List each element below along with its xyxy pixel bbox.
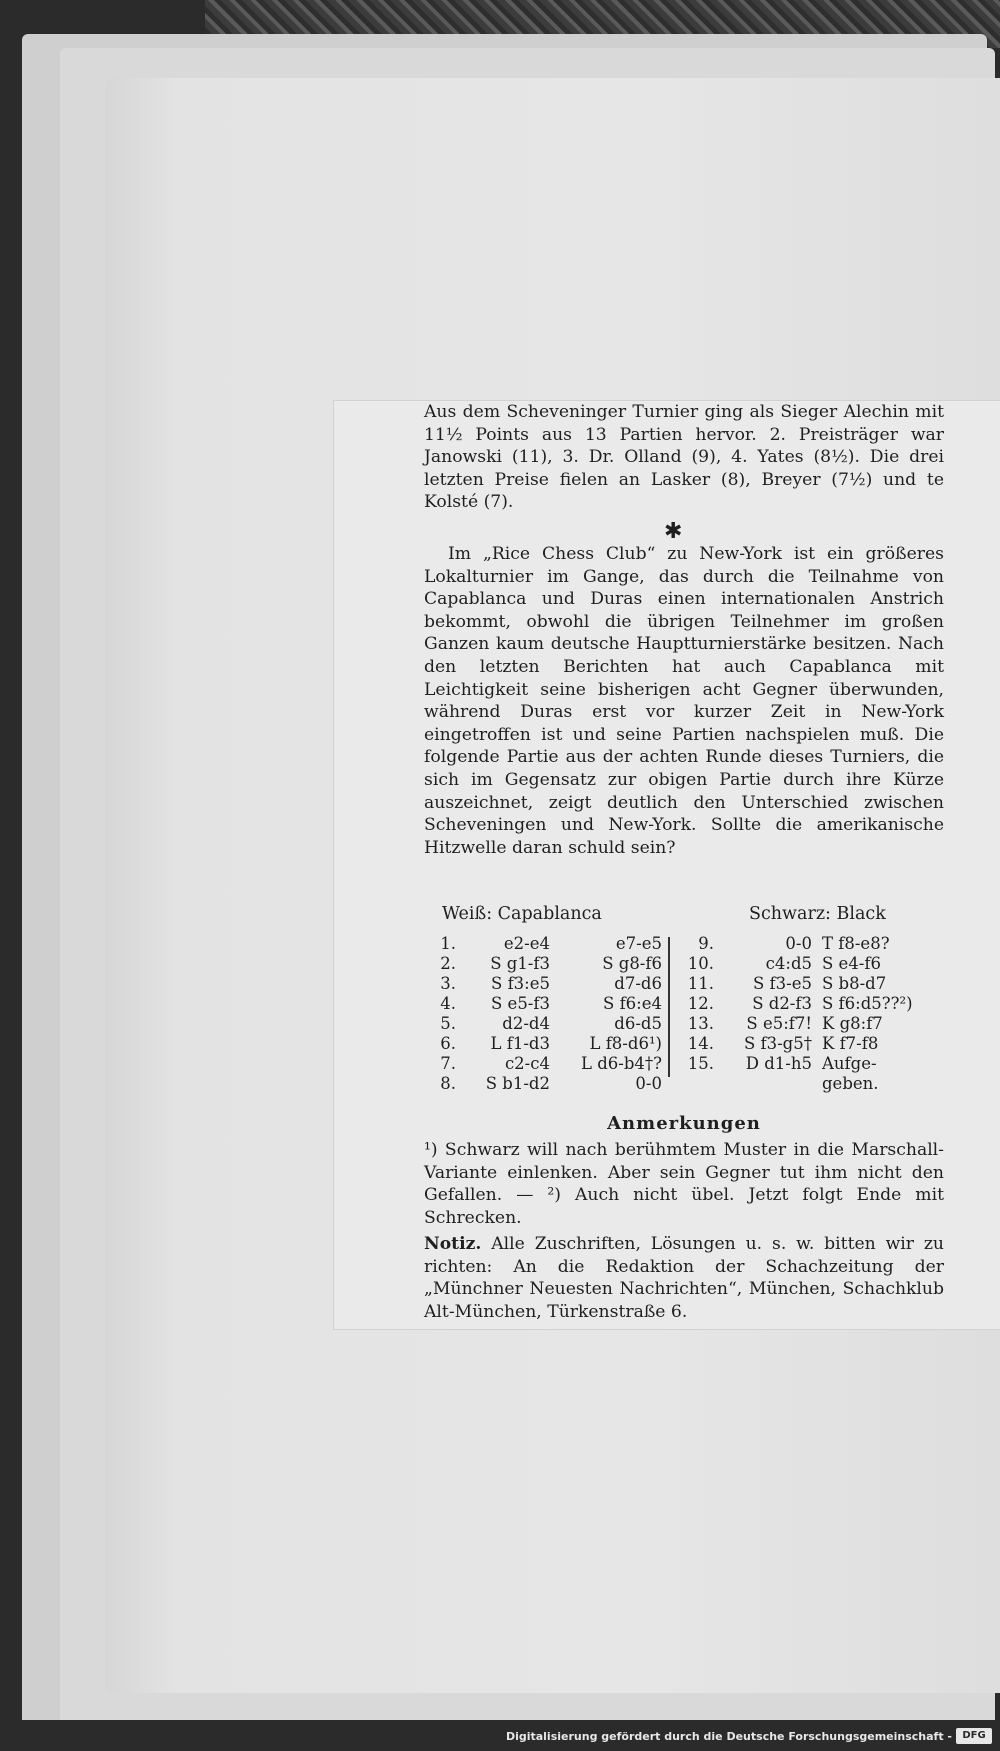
move-list	[424, 933, 944, 1113]
black-move: S f6:d5??²)	[822, 994, 913, 1013]
white-move: S g1-f3	[490, 954, 550, 973]
move-number: 11.	[687, 974, 714, 993]
move-number: 6.	[440, 1034, 456, 1053]
article-paragraph-2: Im „Rice Chess Club“ zu New-York ist ein größeres Lokalturnier im Gange, das durch die Teilnahme von Capablanca und Duras einen internationalen Anstrich bekommt, obwohl die übrigen Teilnehmer im großen Ganzen kaum deutsche Hauptturnierstärke besitzen. Nach den letzten Berichten hat auch Capablanca mit Leichtigkeit seine bisherigen acht Gegner überwunden, während Duras erst vor kurzer Zeit in New-York eingetroffen ist und seine Partien nachspielen muß. Die folgende Partie aus der achten Runde dieses Turniers, die sich im Gegensatz zur obigen Partie durch ihre Kürze auszeichnet, zeigt deutlich den Unterschied zwischen Scheveningen und New-York. Sollte die amerikanische Hitzwelle daran schuld sein?	[424, 544, 944, 858]
notes-heading: Anmerkungen	[607, 1113, 761, 1134]
black-move: S b8-d7	[822, 974, 887, 993]
move-number: 2.	[440, 954, 456, 973]
funding-credit: Digitalisierung gefördert durch die Deutsche Forschungsgemeinschaft -	[505, 1730, 952, 1743]
move-number: 13.	[687, 1014, 714, 1033]
footer-bar	[0, 1720, 1000, 1751]
move-number: 10.	[687, 954, 714, 973]
black-move: K f7-f8	[822, 1034, 879, 1053]
move-number: 1.	[440, 934, 456, 953]
black-move: T f8-e8?	[822, 934, 890, 953]
move-number: 5.	[440, 1014, 456, 1033]
article-paragraph-1: Aus dem Scheveninger Turnier ging als Sieger Alechin mit 11½ Points aus 13 Partien hervor. 2. Preisträger war Janowski (11), 3. Dr. Olland (9), 4. Yates (8½). Die drei letzten Preise fielen an Lasker (8), Breyer (7½) und te Kolsté (7).	[424, 402, 944, 513]
white-move: S e5:f7!	[746, 1014, 812, 1033]
white-move: S f3-e5	[753, 974, 812, 993]
white-move: S f3:e5	[491, 974, 550, 993]
white-move: D d1-h5	[745, 1054, 812, 1073]
white-move: S b1-d2	[485, 1074, 550, 1093]
black-move: geben.	[822, 1074, 879, 1093]
black-move: d6-d5	[614, 1014, 662, 1033]
black-move: S g8-f6	[602, 954, 662, 973]
newspaper-clipping	[333, 400, 1000, 1330]
move-number: 12.	[687, 994, 714, 1013]
white-player-label: Weiß: Capablanca	[442, 904, 602, 924]
black-move: L f8-d6¹)	[589, 1034, 662, 1053]
white-move: c4:d5	[765, 954, 812, 973]
black-move: Aufge-	[822, 1054, 877, 1073]
black-move: d7-d6	[614, 974, 662, 993]
white-move: d2-d4	[502, 1014, 550, 1033]
white-move: L f1-d3	[490, 1034, 550, 1053]
move-number: 7.	[440, 1054, 456, 1073]
black-move: e7-e5	[615, 934, 662, 953]
move-number: 4.	[440, 994, 456, 1013]
move-number: 15.	[687, 1054, 714, 1073]
black-move: L d6-b4†?	[581, 1054, 662, 1073]
game-players	[442, 903, 942, 927]
white-move: S d2-f3	[752, 994, 812, 1013]
white-move: c2-c4	[504, 1054, 550, 1073]
book-page	[105, 78, 1000, 1693]
black-move: S f6:e4	[603, 994, 662, 1013]
black-move: K g8:f7	[822, 1014, 883, 1033]
move-number: 3.	[440, 974, 456, 993]
black-move: S e4-f6	[822, 954, 881, 973]
white-move: S e5-f3	[491, 994, 550, 1013]
move-number: 14.	[687, 1034, 714, 1053]
notice-label: Notiz.	[424, 1234, 482, 1254]
white-move: e2-e4	[503, 934, 550, 953]
white-move: S f3-g5†	[743, 1034, 812, 1053]
black-move: 0-0	[635, 1074, 662, 1093]
separator-star: ✱	[664, 519, 683, 544]
move-number: 8.	[440, 1074, 456, 1093]
notes-text: ¹) Schwarz will nach berühmtem Muster in die Marschall-Variante einlenken. Aber sein Gegner tut ihm nicht den Gefallen. — ²) Auch nicht übel. Jetzt folgt Ende mit Schrecken.	[424, 1140, 944, 1228]
notice-text: Notiz. Alle Zuschriften, Lösungen u. s. w. bitten wir zu richten: An die Redaktion der Schachzeitung der „Münchner Neuesten Nachrichten“, München, Schachklub Alt-München, Türkenstraße 6.	[424, 1234, 944, 1322]
black-player-label: Schwarz: Black	[749, 904, 886, 924]
dfg-logo: DFG	[956, 1728, 992, 1744]
move-divider	[668, 937, 670, 1077]
white-move: 0-0	[785, 934, 812, 953]
move-number: 9.	[698, 934, 714, 953]
